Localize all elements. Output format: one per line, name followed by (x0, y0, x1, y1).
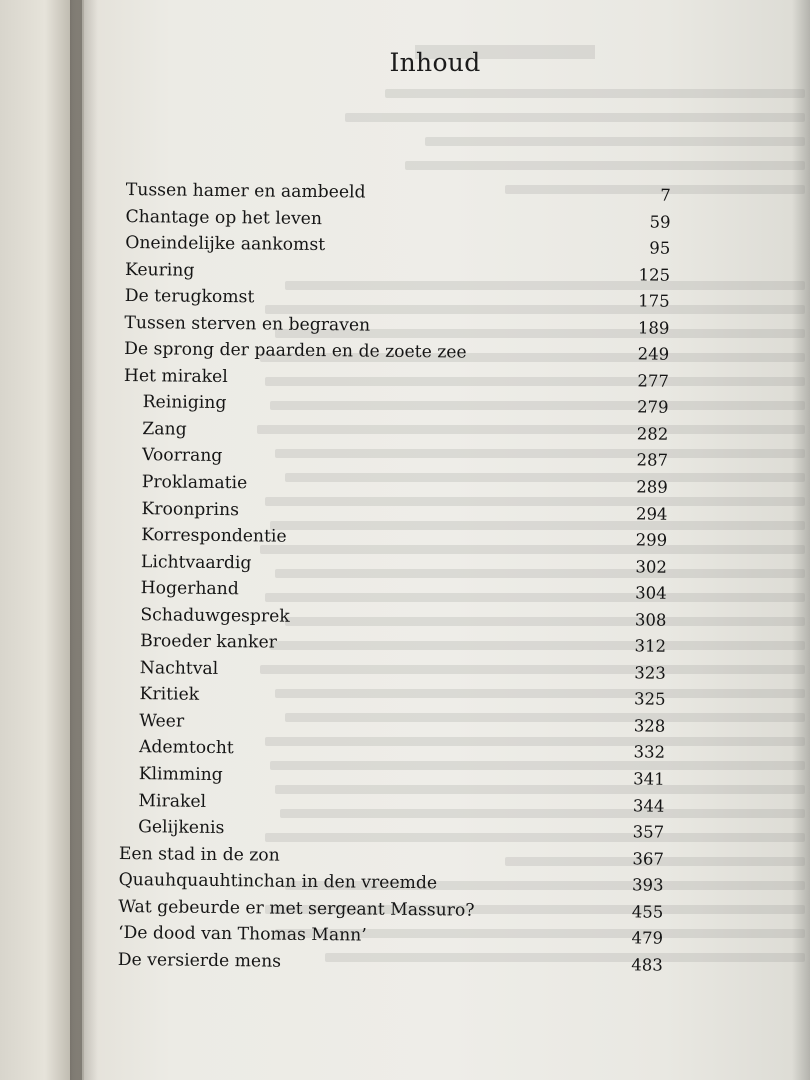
toc-entry-title: Weer (139, 711, 185, 732)
toc-entry-title: ‘De dood van Thomas Mann’ (117, 923, 367, 946)
toc-entry-title: Reiniging (142, 392, 227, 414)
toc-entry-page-number: 367 (632, 849, 664, 869)
toc-entry-title: Zang (142, 419, 187, 440)
toc-entry-title: Chantage op het leven (125, 206, 323, 229)
toc-entry-title: Oneindelijke aankomst (125, 233, 326, 256)
toc-entry-page-number: 302 (635, 557, 668, 577)
toc-entry-page-number: 325 (633, 689, 666, 710)
toc-entry-page-number: 393 (632, 875, 664, 895)
toc-entry-title: Nachtval (139, 658, 219, 679)
toc-entry-title: De sprong der paarden en de zoete zee (124, 339, 467, 363)
toc-entry-title: Proklamatie (141, 472, 248, 494)
toc-entry-title: Broeder kanker (140, 631, 277, 653)
toc-entry-title: Wat gebeurde er met sergeant Massuro? (118, 896, 475, 921)
toc-entry-page-number: 479 (631, 928, 664, 948)
toc-entry-page-number: 95 (649, 238, 671, 258)
toc-entry-page-number: 249 (637, 344, 670, 364)
toc-entry-page-number: 308 (634, 610, 667, 630)
toc-entry-title: Het mirakel (123, 365, 228, 387)
toc-entry-page-number: 483 (631, 955, 663, 975)
toc-entry-title: De terugkomst (124, 286, 255, 308)
toc-entry-page-number: 328 (633, 716, 666, 736)
toc-entry-page-number: 277 (637, 371, 669, 391)
toc-entry-page-number: 341 (633, 769, 665, 789)
toc-entry-page-number: 323 (634, 663, 666, 683)
toc-entry (118, 947, 663, 979)
toc-entry-page-number: 332 (633, 742, 666, 763)
toc-entry-page-number: 175 (638, 291, 670, 311)
toc-entry-page-number: 189 (637, 318, 670, 338)
toc-entry-title: Keuring (124, 259, 195, 281)
toc-entry-title: Klimming (138, 764, 223, 786)
right-page-edge (792, 0, 810, 1080)
toc-entry-title: De versierde mens (117, 949, 282, 972)
toc-entry-title: Mirakel (138, 790, 207, 812)
toc-entry-page-number: 59 (649, 212, 671, 232)
toc-entry-page-number: 357 (632, 822, 665, 842)
toc-entry-page-number: 289 (636, 477, 668, 497)
toc-entry-title: Korrespondentie (141, 525, 287, 547)
toc-entry-title: Gelijkenis (138, 817, 225, 839)
toc-entry-title: Een stad in de zon (118, 843, 280, 866)
toc-entry-page-number: 455 (631, 902, 664, 922)
toc-entry-page-number: 294 (635, 503, 668, 524)
toc-entry-title: Tussen sterven en begraven (124, 312, 371, 336)
toc-entry-title: Hogerhand (140, 578, 239, 600)
toc-entry-title: Kritiek (139, 684, 200, 706)
toc-entry-page-number: 282 (636, 424, 669, 444)
toc-entry-page-number: 299 (635, 530, 668, 550)
toc-entry-title: Lichtvaardig (140, 551, 252, 573)
toc-entry-page-number: 304 (635, 583, 667, 603)
table-of-contents (118, 177, 671, 979)
toc-entry-title: Kroonprins (141, 498, 240, 520)
page-title: Inhoud (389, 48, 481, 77)
toc-entry-title: Ademtocht (138, 737, 234, 759)
toc-entry-title: Schaduwgesprek (140, 604, 290, 627)
toc-entry-page-number: 125 (638, 265, 671, 285)
toc-entry-page-number: 312 (634, 636, 667, 656)
toc-entry-title: Quauhquauhtinchan in den vreemde (118, 870, 438, 894)
toc-entry-page-number: 7 (660, 185, 671, 205)
toc-entry-title: Tussen hamer en aambeeld (125, 179, 366, 203)
toc-entry-page-number: 279 (637, 397, 669, 418)
toc-entry-title: Voorrang (141, 445, 223, 467)
page-gutter-shadow (70, 0, 98, 1080)
toc-entry-page-number: 287 (636, 450, 669, 471)
toc-entry-page-number: 344 (632, 795, 665, 816)
